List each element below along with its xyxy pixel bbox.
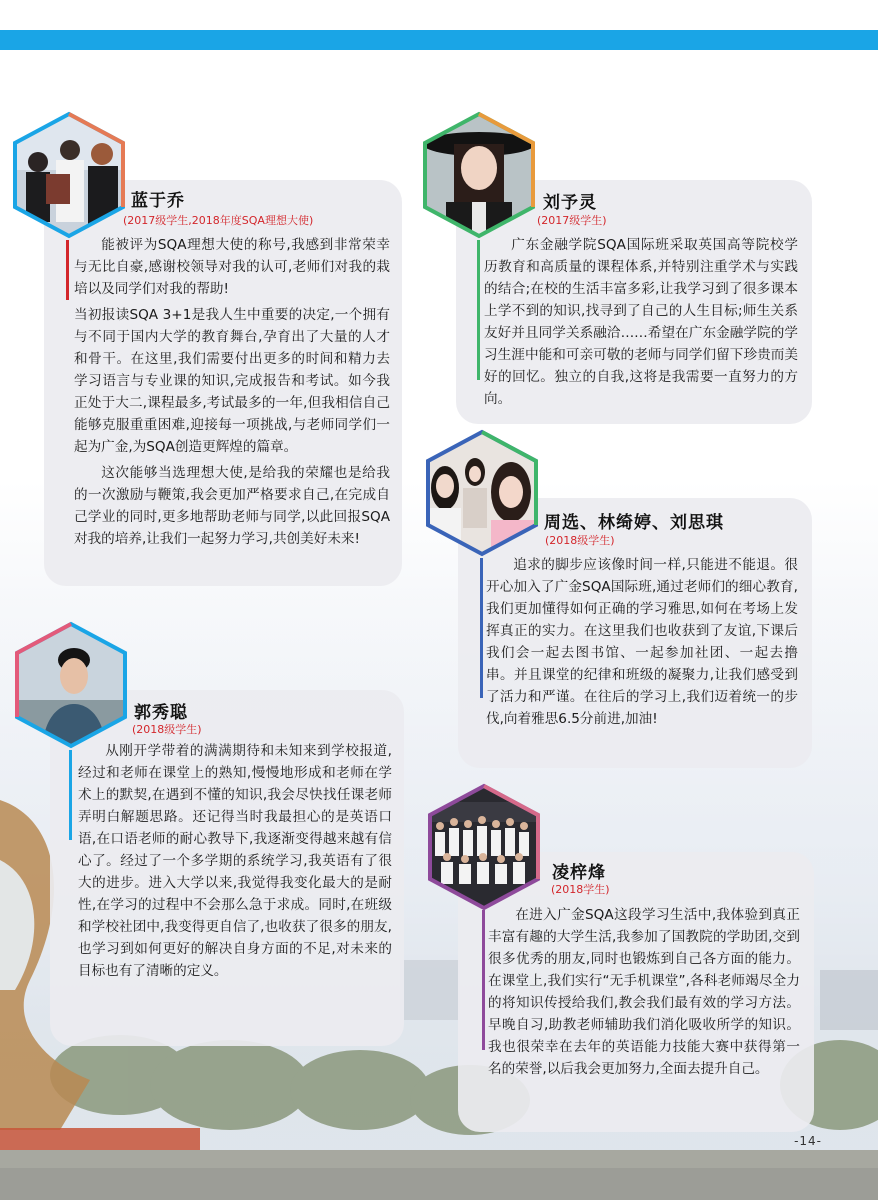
profile-text [486,554,798,730]
paragraph: 当初报读SQA 3+1是我人生中重要的决定,一个拥有与不同于国内大学的教育舞台,孕育出了大量的人才和骨干。在这里,我们需要付出更多的时间和精力去学习语言与专业课的知识,完成报告和考试。如今我正处于大二,课程最多,考试最多的一年,但我相信自己能够克服重重困难,迎接每一项挑战,与老师同学们一起为广金,为SQA创造更辉煌的篇章。 [74,307,390,455]
accent-line [477,240,480,380]
portrait-hexagon-guo-xiucong [12,620,130,750]
profile-name: 郭秀聪 [134,703,188,723]
profile-text [74,234,390,550]
paragraph: 广东金融学院SQA国际班采取英国高等院校学历教育和高质量的课程体系,并特别注重学术与实践的结合;在校的生活丰富多彩,让我学习到了很多课本上学不到的知识,找寻到了自己的人生目标;师生关系友好并且同学关系融洽……希望在广东金融学院的学习生涯中能和可亲可敬的老师与同学们留下珍贵而美好的回忆。独立的自我,这将是我需要一直努力的方向。 [484,237,798,407]
accent-line [480,558,483,698]
accent-line [66,240,69,300]
profile-tag: (2018级学生) [545,534,615,547]
profile-tag: (2017级学生) [537,214,607,227]
page-number: -14- [794,1134,822,1148]
profile-text [484,234,798,410]
paragraph: 在进入广金SQA这段学习生活中,我体验到真正丰富有趣的大学生活,我参加了国教院的学助团,交到很多优秀的朋友,同时也锻炼到自己各方面的能力。在课堂上,我们实行“无手机课堂”,各科老师竭尽全力的将知识传授给我们,教会我们最有效的学习方法。早晚自习,助教老师辅助我们消化吸收所学的知识。我也很荣幸在去年的英语能力技能大赛中获得第一名的荣誉,以后我会更加努力,全面去提升自己。 [488,907,800,1077]
paragraph: 从刚开学带着的满满期待和未知来到学校报道,经过和老师在课堂上的熟知,慢慢地形成和老师在学术上的默契,在遇到不懂的知识,我会尽快找任课老师弄明白解题思路。还记得当时我最担心的是英语口语,在口语老师的耐心教导下,我逐渐变得越来越有信心了。经过了一个多学期的系统学习,我英语有了很大的进步。进入大学以来,我觉得我变化最大的是耐性,在学习的过程中不会那么急于求成。同时,在班级和学校社团中,我变得更自信了,也收获了很多的朋友,也学习到如何更好的解决自身方面的不足,对未来的目标也有了清晰的定义。 [78,743,392,979]
profile-tag: (2018学生) [551,883,610,896]
profile-tag: (2017级学生,2018年度SQA理想大使) [123,214,314,227]
portrait-hexagon-liu-yuling [420,110,538,240]
profile-name: 凌梓烽 [552,863,606,883]
profile-name: 周选、林绮婷、刘思琪 [544,513,724,533]
portrait-hexagon-ling-zifeng [425,782,543,912]
profile-text [488,904,800,1080]
accent-line [69,750,72,840]
accent-line [482,910,485,1050]
profile-tag: (2018级学生) [132,723,202,736]
portrait-hexagon-zhou-lin-liu [423,428,541,558]
paragraph: 能被评为SQA理想大使的称号,我感到非常荣幸与无比自豪,感谢校领导对我的认可,老师们对我的栽培以及同学们对我的帮助! [74,237,390,297]
paragraph: 追求的脚步应该像时间一样,只能进不能退。很开心加入了广金SQA国际班,通过老师们的细心教育,我们更加懂得如何正确的学习雅思,如何在考场上发挥真正的实力。在这里我们也收获到了友谊,下课后我们会一起去图书馆、一起参加社团、一起去撸串。并且课堂的纪律和班级的凝聚力,让我们感受到了活力和严谨。在往后的学习上,我们迈着统一的步伐,向着雅思6.5分前进,加油! [486,557,798,727]
portrait-hexagon-lan-yuqiao [10,110,128,240]
paragraph: 这次能够当选理想大使,是给我的荣耀也是给我的一次激励与鞭策,我会更加严格要求自己,在完成自己学业的同时,更多地帮助老师与同学,以此回报SQA对我的培养,让我们一起努力学习,共创美好未来! [74,465,390,547]
profile-text [78,740,392,982]
profile-name: 刘予灵 [543,193,597,213]
profile-name: 蓝于乔 [131,191,185,211]
